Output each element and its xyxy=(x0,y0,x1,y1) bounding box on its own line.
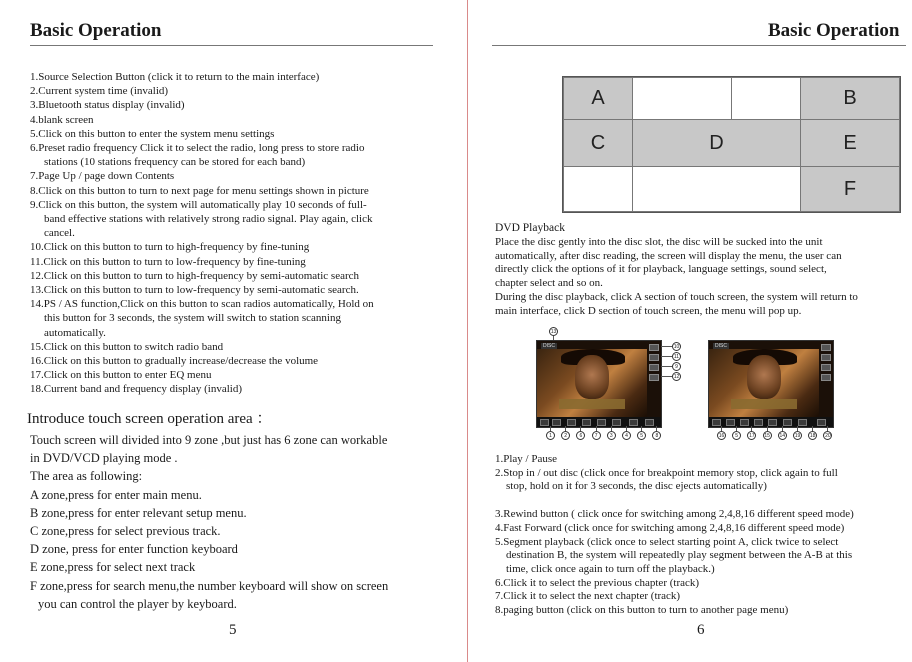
list-item-line: this button for 3 seconds, the system will switch to station scanning xyxy=(44,312,341,325)
callout-16: 16 xyxy=(718,432,725,439)
list-item-line: 9.Click on this button, the system will automatically play 10 seconds of full- xyxy=(30,198,367,211)
paging-icon xyxy=(645,419,654,426)
callout-17: 17 xyxy=(749,432,755,439)
zone-empty-cell xyxy=(632,166,801,212)
disc-badge: DISC xyxy=(543,343,555,349)
side-button-icon xyxy=(821,354,831,361)
list-item xyxy=(30,113,450,127)
zone-b-cell: B xyxy=(800,77,900,120)
right-header-rule xyxy=(492,45,906,46)
side-button-icon xyxy=(649,354,659,361)
dvd-screen-left xyxy=(536,340,662,428)
page-number-right: 6 xyxy=(697,622,705,638)
list-item-line: 5.Segment playback (click once to select starting point A, click twice to select xyxy=(495,535,839,548)
touch-zone-line: B zone,press for enter relevant setup menu. xyxy=(30,505,247,520)
list-item-line: destination B, the system will repeatedly play segment between the A-B at this xyxy=(506,549,853,562)
dvd-paragraph-line: automatically, after disc reading, the screen will display the menu, the user can xyxy=(495,249,842,262)
list-item-line: 2.Current system time (invalid) xyxy=(30,85,169,98)
previous-chapter-icon xyxy=(567,419,576,426)
callout-line xyxy=(661,356,672,357)
right-instruction-list xyxy=(495,453,912,618)
left-page-header: Basic Operation xyxy=(30,20,162,41)
touch-zone-line: C zone,press for select previous track. xyxy=(30,524,221,539)
list-item-line: 15.Click on this button to switch radio band xyxy=(30,340,224,353)
list-item-line: 6.Click it to select the previous chapter (track) xyxy=(495,576,700,589)
list-item-line: band effective stations with relatively strong radio signal. Play again, click xyxy=(44,213,373,226)
list-item xyxy=(495,508,912,522)
list-item-line: 8.paging button (click on this button to turn to another page menu) xyxy=(495,604,789,617)
list-item-line: 6.Preset radio frequency Click it to select the radio, long press to store radio xyxy=(30,142,365,155)
callout-13: 13 xyxy=(550,328,557,335)
list-item xyxy=(30,255,450,269)
list-item-line: 5.Click on this button to enter the system menu settings xyxy=(30,127,275,140)
callout-20: 20 xyxy=(825,432,831,439)
movie-title-banner xyxy=(731,399,797,409)
touch-zone-line: F zone,press for search menu,the number keyboard will show on screen xyxy=(30,578,389,593)
zone-c-cell: C xyxy=(563,119,633,167)
rewind-icon xyxy=(597,419,606,426)
angle-icon xyxy=(754,419,763,426)
list-item-line: 8.Click on this button to turn to next page for menu settings shown in picture xyxy=(30,184,369,197)
dvd-paragraph-line: During the disc playback, click A section of touch screen, the system will return to xyxy=(495,290,858,303)
touch-zone-line: A zone,press for enter main menu. xyxy=(30,487,202,502)
side-button-icon xyxy=(821,344,831,351)
right-page xyxy=(469,0,912,662)
callout-7: 7 xyxy=(592,431,601,440)
list-item-line: 3.Bluetooth status display (invalid) xyxy=(30,99,185,112)
dvd-playback-title: DVD Playback xyxy=(495,222,565,234)
list-item xyxy=(30,198,450,241)
list-item-line: automatically. xyxy=(44,326,106,339)
left-instruction-list xyxy=(30,70,450,397)
list-item xyxy=(495,536,912,577)
list-item-line: 10.Click on this button to turn to high-frequency by fine-tuning xyxy=(30,241,310,254)
list-item xyxy=(30,283,450,297)
list-item-line: 1.Source Selection Button (click it to return to the main interface) xyxy=(30,71,320,83)
list-item-line: 16.Click on this button to gradually increase/decrease the volume xyxy=(30,355,319,368)
touch-zone-grid xyxy=(562,76,901,213)
menu-icon xyxy=(783,419,792,426)
list-item-line: stations (10 stations frequency can be stored for each band) xyxy=(44,156,306,169)
touch-zone-line: Touch screen will divided into 9 zone ,but just has 6 zone can workable xyxy=(30,433,388,447)
touch-zone-line: The area as following: xyxy=(30,469,143,484)
back-icon xyxy=(712,419,721,426)
callout-18: 18 xyxy=(809,432,816,439)
dvd-playback-paragraph xyxy=(495,236,912,318)
touch-zone-line: you can control the player by keyboard. xyxy=(38,596,237,611)
list-item xyxy=(495,494,912,508)
list-item-line: 3.Rewind button ( click once for switching among 2,4,8,16 different speed mode) xyxy=(495,508,854,521)
list-item xyxy=(30,169,450,183)
callout-10: 10 xyxy=(673,343,680,350)
list-item-line: 4.blank screen xyxy=(30,113,94,126)
list-item-line: 14.PS / AS function,Click on this button to scan radios automatically, Hold on xyxy=(30,298,374,311)
callout-line xyxy=(661,376,672,377)
list-item-line: 7.Page Up / page down Contents xyxy=(30,170,175,183)
callout-12: 12 xyxy=(673,373,680,380)
list-item xyxy=(495,604,912,618)
list-item-line: 4.Fast Forward (click once for switching among 2,4,8,16 different speed mode) xyxy=(495,521,845,534)
list-item-line: 13.Click on this button to turn to low-frequency by semi-automatic search. xyxy=(30,284,359,297)
dvd-screen-right xyxy=(708,340,834,428)
list-item xyxy=(30,184,450,198)
zone-e-cell: E xyxy=(800,119,900,167)
list-item-line: 1.Play / Pause xyxy=(495,453,558,465)
callout-9: 9 xyxy=(672,362,681,371)
left-header-rule xyxy=(30,45,433,46)
callout-5: 5 xyxy=(732,431,741,440)
dvd-paragraph-line: main interface, click D section of touch screen, the menu will pop up. xyxy=(495,304,802,317)
title-icon xyxy=(768,419,777,426)
movie-title-banner xyxy=(559,399,625,409)
dvd-paragraph-line: directly click the options of it for playback, language settings, sound select, xyxy=(495,263,827,276)
list-item xyxy=(30,368,450,382)
callout-1: 1 xyxy=(546,431,555,440)
list-item xyxy=(495,453,912,467)
list-item-line: cancel. xyxy=(44,227,75,240)
disc-badge: DISC xyxy=(715,343,727,349)
dvd-paragraph-line: Place the disc gently into the disc slot, the disc will be sucked into the unit xyxy=(495,236,823,248)
search-icon xyxy=(798,419,807,426)
next-chapter-icon xyxy=(582,419,591,426)
callout-14: 14 xyxy=(779,432,786,439)
callout-2: 2 xyxy=(561,431,570,440)
page-number-left: 5 xyxy=(229,622,237,638)
touch-area-title: Introduce touch screen operation area ： xyxy=(27,411,272,427)
list-item-line: 18.Current band and frequency display (invalid) xyxy=(30,383,242,396)
dvd-paragraph-line: chapter select and so on. xyxy=(495,277,603,290)
callout-line xyxy=(661,346,672,347)
list-item-line xyxy=(495,494,912,508)
callout-line xyxy=(661,366,672,367)
list-item xyxy=(30,269,450,283)
list-item xyxy=(30,70,450,84)
play-pause-icon xyxy=(540,419,549,426)
zone-d-cell: D xyxy=(632,119,801,167)
side-button-icon xyxy=(821,374,831,381)
zone-empty-cell xyxy=(632,77,732,120)
list-item xyxy=(495,522,912,536)
list-item xyxy=(30,340,450,354)
side-button-icon xyxy=(821,364,831,371)
list-item xyxy=(30,98,450,112)
list-item-line: 7.Click it to select the next chapter (track) xyxy=(495,590,681,603)
callout-19: 19 xyxy=(794,432,801,439)
callout-15: 15 xyxy=(764,432,770,439)
zone-f-cell: F xyxy=(800,166,900,212)
list-item xyxy=(495,467,912,494)
side-button-icon xyxy=(649,344,659,351)
list-item xyxy=(30,297,450,340)
callout-4: 4 xyxy=(622,431,631,440)
pirate-face-shape xyxy=(747,355,781,399)
list-item xyxy=(495,590,912,604)
list-item-line: 2.Stop in / out disc (click once for breakpoint memory stop, click again to full xyxy=(495,466,838,479)
touch-zone-line: D zone, press for enter function keyboard xyxy=(30,542,238,557)
subtitle-icon xyxy=(740,419,749,426)
list-item xyxy=(30,382,450,396)
touch-zone-line: in DVD/VCD playing mode . xyxy=(30,451,178,466)
side-button-icon xyxy=(649,374,659,381)
list-item-line: 12.Click on this button to turn to high-frequency by semi-automatic search xyxy=(30,269,360,282)
callout-6: 6 xyxy=(576,431,585,440)
zone-a-cell: A xyxy=(563,77,633,120)
list-item xyxy=(30,240,450,254)
list-item-line: stop, hold on it for 3 seconds, the disc ejects automatically) xyxy=(506,480,767,493)
audio-icon xyxy=(726,419,735,426)
callout-3: 3 xyxy=(607,431,616,440)
side-button-icon xyxy=(649,364,659,371)
right-page-header: Basic Operation xyxy=(768,20,900,41)
list-item-line: 11.Click on this button to turn to low-frequency by fine-tuning xyxy=(30,255,306,268)
list-item xyxy=(30,84,450,98)
list-item-line: 17.Click on this button to enter EQ menu xyxy=(30,369,212,382)
paging-icon xyxy=(817,419,826,426)
pirate-face-shape xyxy=(575,355,609,399)
callout-5: 5 xyxy=(637,431,646,440)
zone-empty-cell xyxy=(563,166,633,212)
list-item xyxy=(495,577,912,591)
list-item xyxy=(30,127,450,141)
stop-icon xyxy=(552,419,561,426)
callout-8: 8 xyxy=(652,431,661,440)
segment-icon xyxy=(629,419,638,426)
touch-zone-line: E zone,press for select next track xyxy=(30,560,196,575)
zone-empty-cell xyxy=(731,77,801,120)
list-item xyxy=(30,354,450,368)
list-item-line: time, click once again to turn off the playback.) xyxy=(506,562,715,575)
callout-11: 11 xyxy=(673,353,680,360)
list-item xyxy=(30,141,450,169)
touch-area-description xyxy=(30,431,455,613)
fast-forward-icon xyxy=(612,419,621,426)
